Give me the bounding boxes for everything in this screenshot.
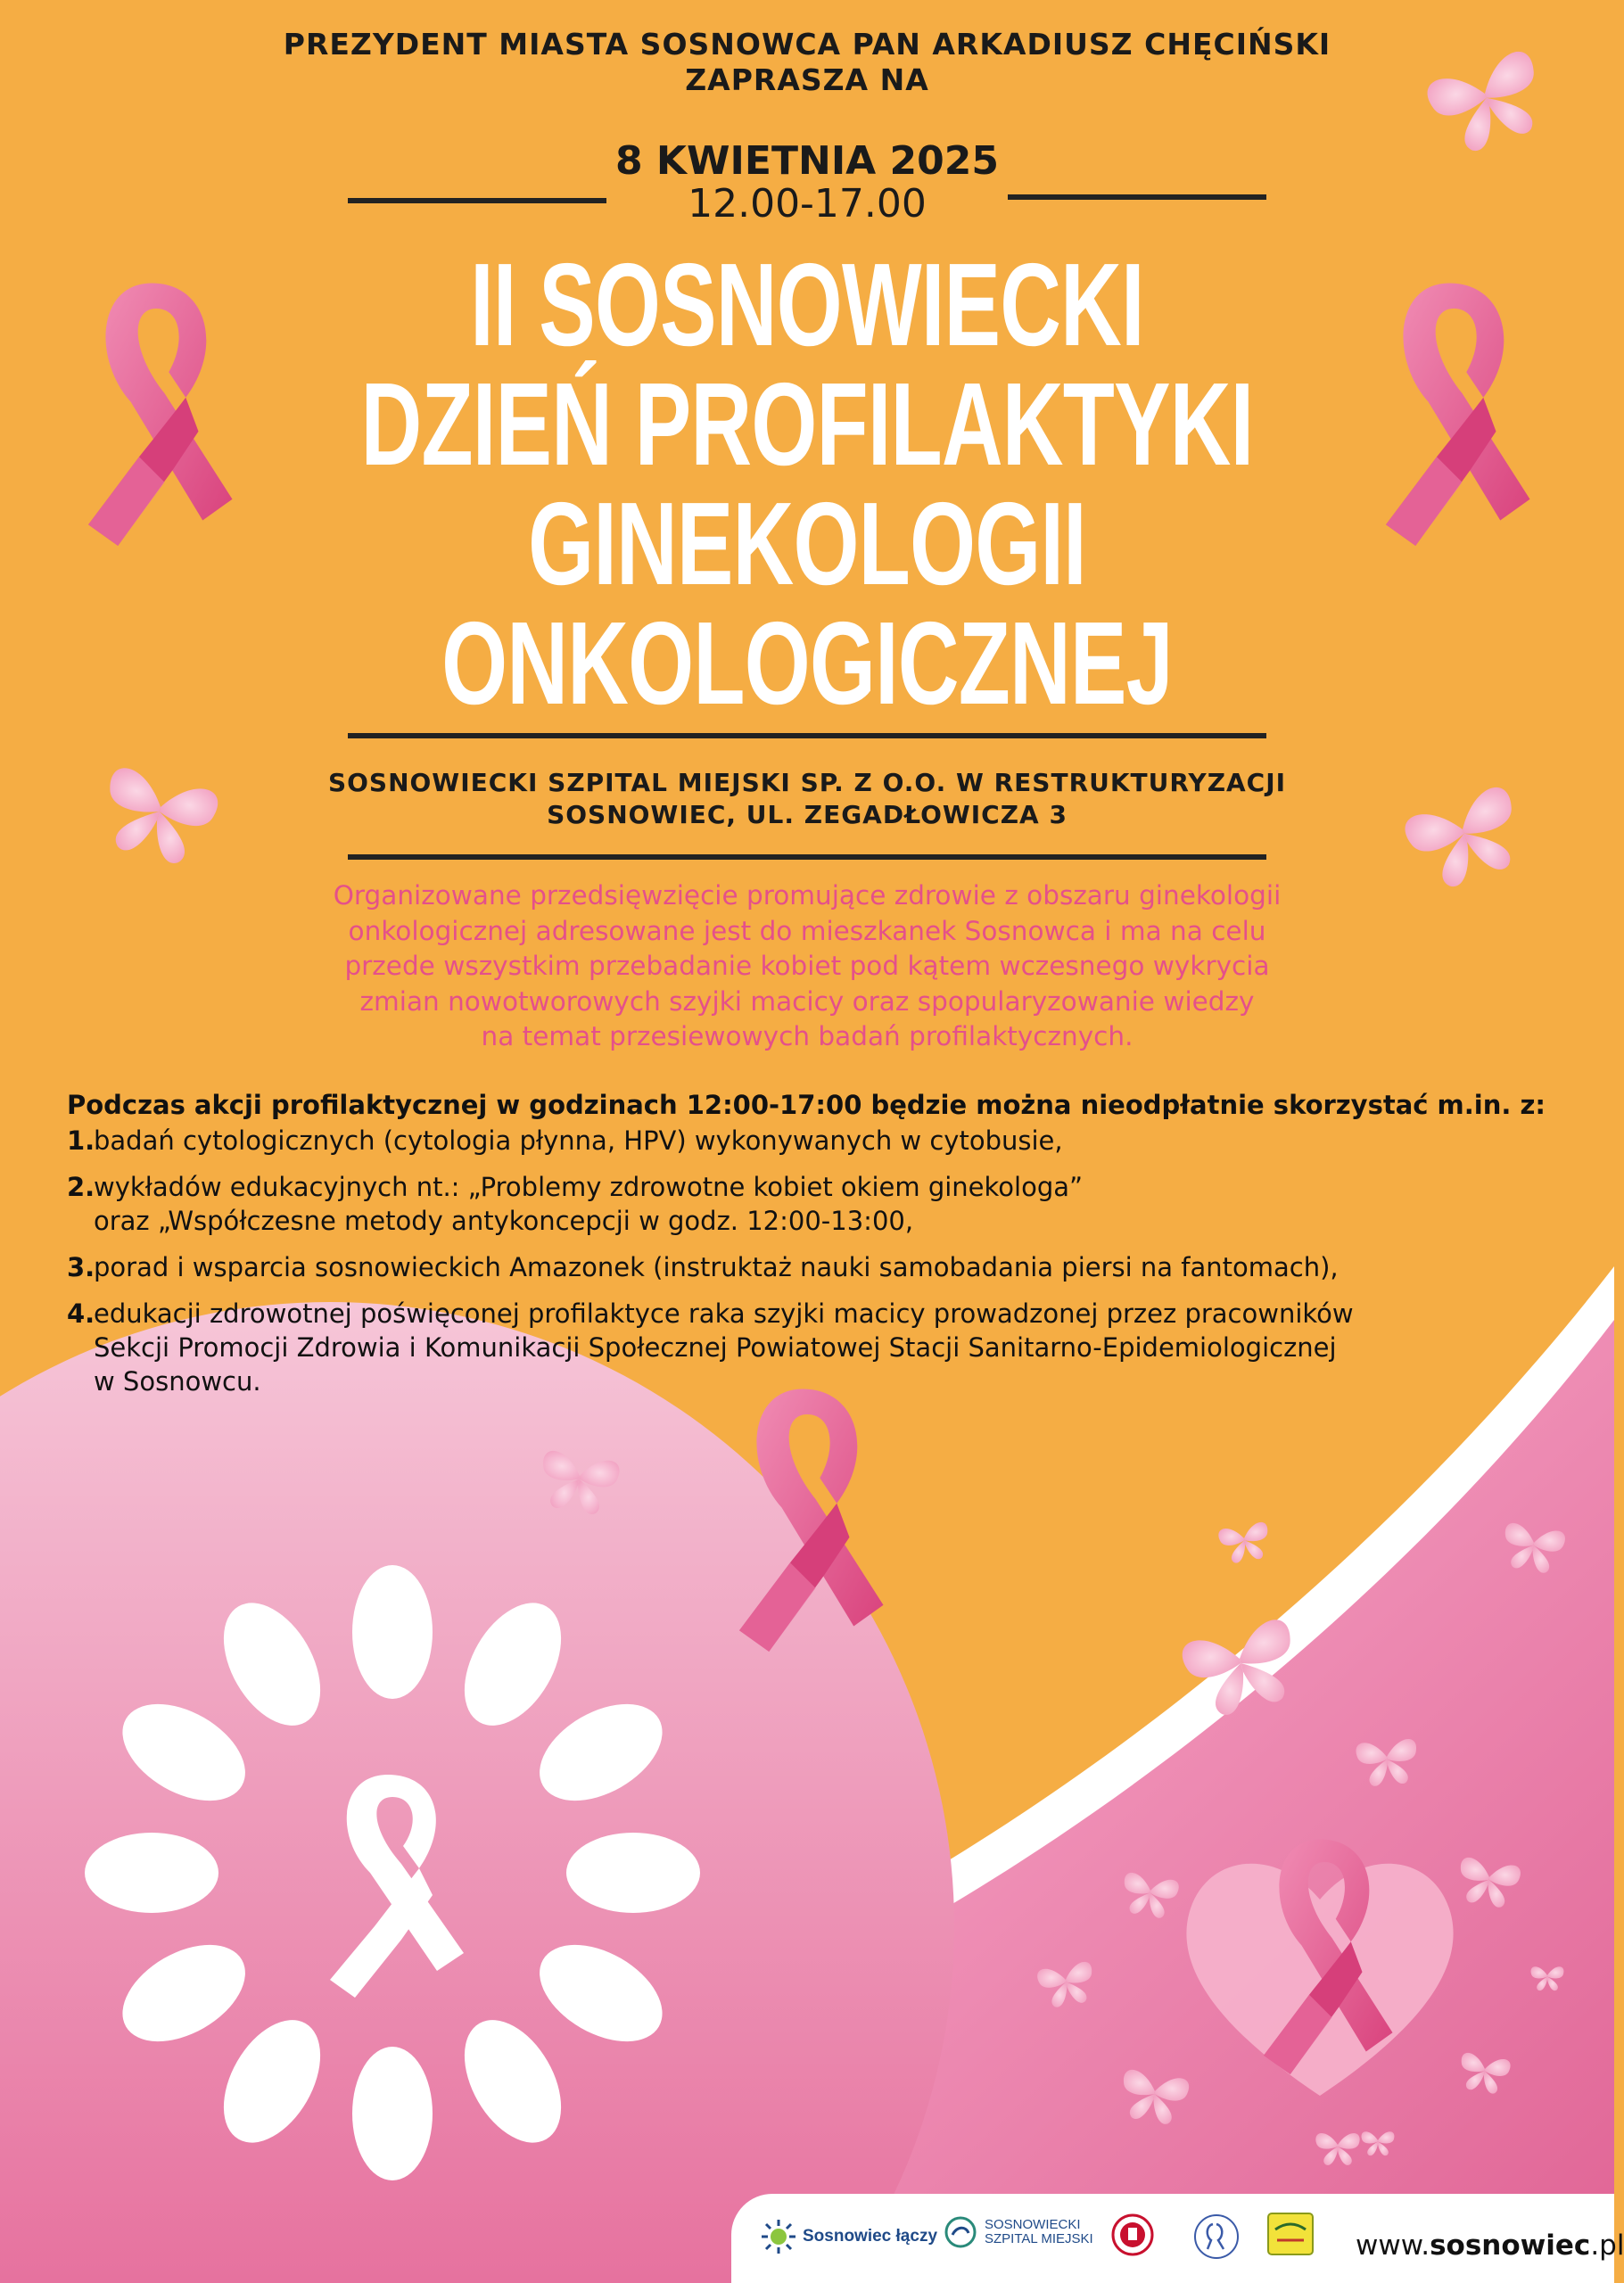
title-line-2: DZIEŃ PROFILAKTYKI <box>360 359 1254 490</box>
szpital-line-1: SOSNOWIECKI <box>985 2217 1081 2232</box>
header-line-1: PREZYDENT MIASTA SOSNOWCA PAN ARKADIUSZ CHĘCIŃSKI <box>283 27 1331 62</box>
title-line-1: II SOSNOWIECKI <box>470 239 1144 370</box>
item-line: oraz „Współczesne metody antykoncepcji w godz. 12:00-13:00, <box>94 1206 914 1236</box>
logo-szpital <box>944 2215 1093 2249</box>
logo-sosnowiec-laczy-text: Sosnowiec łączy <box>803 2227 938 2246</box>
item-number: 4. <box>67 1298 95 1329</box>
tvoj-szpital-logo-icon <box>1266 2212 1315 2256</box>
sanepid-logo-icon <box>1111 2213 1154 2256</box>
venue <box>0 767 1614 831</box>
list-item <box>67 1124 1565 1158</box>
logo-sosnowiec-laczy <box>760 2218 937 2255</box>
divider-venue-top <box>348 733 1266 738</box>
title-line-3: GINEKOLOGII <box>528 478 1086 609</box>
amazonki-logo-icon <box>1193 2213 1240 2260</box>
list-item <box>67 1250 1565 1284</box>
intro-line: Organizowane przedsięwzięcie promujące zdrowie z obszaru ginekologii <box>333 880 1282 911</box>
hospital-logo-icon <box>944 2215 977 2249</box>
item-line: porad i wsparcia sosnowieckich Amazonek (instruktaż nauki samobadania piersi na fantomach), <box>94 1252 1339 1282</box>
intro-paragraph <box>0 878 1614 1055</box>
intro-line: na temat przesiewowych badań profilaktycznych. <box>481 1021 1134 1051</box>
item-number: 2. <box>67 1172 95 1202</box>
item-text <box>94 1297 1565 1398</box>
title-line-4: ONKOLOGICZNEJ <box>441 598 1173 729</box>
venue-line-2: SOSNOWIEC, UL. ZEGADŁOWICZA 3 <box>547 800 1068 829</box>
item-line: edukacji zdrowotnej poświęconej profilaktyce raka szyjki macicy prowadzonej przez pracowników <box>94 1298 1354 1329</box>
venue-line-1: SOSNOWIECKI SZPITAL MIEJSKI SP. Z O.O. W RESTRUKTURYZACJI <box>327 768 1287 797</box>
intro-line: onkologicznej adresowane jest do mieszkanek Sosnowca i ma na celu <box>348 915 1266 946</box>
header-line-2: ZAPRASZA NA <box>685 62 929 97</box>
offer-list <box>67 1124 1565 1398</box>
szpital-line-2: SZPITAL MIEJSKI <box>985 2231 1093 2246</box>
item-text <box>94 1250 1565 1284</box>
divider-venue-bottom <box>348 854 1266 860</box>
intro-line: zmian nowotworowych szyjki macicy oraz spopularyzowanie wiedzy <box>359 985 1255 1017</box>
intro-line: przede wszystkim przebadanie kobiet pod kątem wczesnego wykrycia <box>344 951 1270 981</box>
item-number: 1. <box>67 1125 95 1156</box>
item-line: w Sosnowcu. <box>94 1366 261 1397</box>
offer-lead: Podczas akcji profilaktycznej w godzinach 12:00-17:00 będzie można nieodpłatnie skorzystać m.in. z: <box>67 1090 1546 1120</box>
website-url[interactable] <box>1356 2229 1624 2262</box>
item-line: Sekcji Promocji Zdrowia i Komunikacji Społecznej Powiatowej Stacji Sanitarno-Epidemiologicznej <box>94 1332 1337 1363</box>
sun-logo-icon <box>760 2218 797 2255</box>
item-text <box>94 1170 1565 1238</box>
item-line: wykładów edukacyjnych nt.: „Problemy zdrowotne kobiet okiem ginekologa” <box>94 1172 1084 1202</box>
item-number: 3. <box>67 1252 95 1282</box>
organizer-header <box>0 27 1614 98</box>
list-item <box>67 1170 1565 1238</box>
list-item <box>67 1297 1565 1398</box>
event-date: 8 KWIETNIA 2025 <box>614 138 1000 184</box>
url-suffix: .pl <box>1590 2229 1624 2262</box>
event-title <box>226 239 1388 729</box>
url-domain: sosnowiec <box>1430 2229 1591 2262</box>
event-time: 12.00-17.00 <box>688 181 927 227</box>
item-text <box>94 1124 1565 1158</box>
url-prefix: www. <box>1356 2229 1430 2262</box>
item-line: badań cytologicznych (cytologia płynna, HPV) wykonywanych w cytobusie, <box>94 1125 1063 1156</box>
